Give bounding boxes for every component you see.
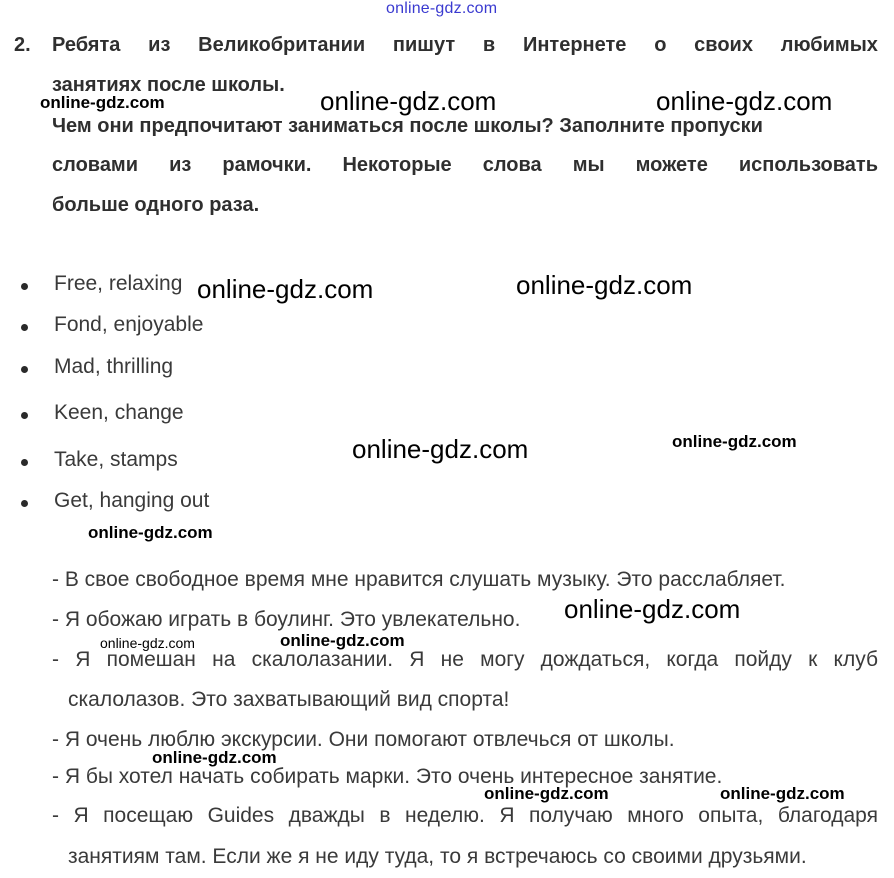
answer-3-line-1 (52, 648, 878, 672)
answer-word: Я (409, 648, 425, 671)
answer-word: дважды (288, 804, 365, 827)
watermark: online-gdz.com (100, 635, 195, 651)
bullet-icon (21, 412, 28, 419)
task-line-1 (52, 34, 878, 57)
answer-word: неделю. (404, 804, 485, 827)
task-word: в (482, 34, 496, 56)
answer-4: - Я очень люблю экскурсии. Они помогают отвлечься от школы. (52, 728, 675, 751)
answer-word: пойду (734, 648, 792, 671)
answer-5: - Я бы хотел начать собирать марки. Это очень интересное занятие. (52, 765, 723, 788)
answer-word: на (212, 648, 236, 671)
watermark: online-gdz.com (564, 594, 741, 624)
watermark: online-gdz.com (672, 432, 797, 451)
watermark: online-gdz.com (516, 270, 693, 300)
watermark: online-gdz.com (88, 523, 213, 542)
task-word: Некоторые (342, 154, 452, 176)
answer-6-line-2: занятиям там. Если же я не иду туда, то я встречаюсь со своими друзьями. (68, 845, 807, 868)
watermark: online-gdz.com (197, 274, 374, 304)
answer-word: не (440, 648, 464, 671)
bullet-icon (21, 459, 28, 466)
answer-word: Я (499, 804, 515, 827)
bullet-icon (21, 366, 28, 373)
answer-word: - (52, 804, 59, 827)
header-watermark: online-gdz.com (386, 0, 498, 17)
answer-word: когда (666, 648, 719, 671)
task-word: использовать (738, 154, 878, 176)
task-word: рамочки. (222, 154, 312, 176)
answer-word: клуб (833, 648, 878, 671)
bullet-icon (21, 500, 28, 507)
task-word: Ребята (52, 34, 121, 56)
task-line-4 (52, 154, 878, 177)
task-line-5: больше одного раза. (52, 194, 260, 216)
task-word: слова (482, 154, 542, 176)
answer-word: много (627, 804, 684, 827)
task-line-2: занятиях после школы. (52, 74, 285, 96)
answer-6-line-1 (52, 804, 878, 828)
task-word: Интернете (522, 34, 627, 56)
task-word: словами (52, 154, 139, 176)
task-word: любимых (780, 34, 878, 56)
watermark: online-gdz.com (656, 86, 833, 116)
answer-word: Guides (207, 804, 275, 827)
answer-3-line-2: скалолазов. Это захватывающий вид спорта! (68, 688, 510, 711)
watermark: online-gdz.com (484, 784, 609, 803)
watermark: online-gdz.com (280, 631, 405, 650)
task-word: можете (635, 154, 708, 176)
answer-word: опыта, (698, 804, 764, 827)
task-word: Великобритании (198, 34, 366, 56)
task-line-3: Чем они предпочитают заниматься после школы? Заполните пропуски (52, 115, 763, 137)
answer-1: - В свое свободное время мне нравится слушать музыку. Это расслабляет. (52, 568, 786, 591)
answer-word: Я (73, 804, 89, 827)
answer-word: благодаря (777, 804, 878, 827)
watermark: online-gdz.com (720, 784, 845, 803)
document-page: online-gdz.com 2. Ребята из Великобритании пишут в Интернете о своих любимых занятиях после школы. Чем они предпочитают заниматься после школы? Заполните пропуски словами из рамочки. Некоторые слова мы можете использовать больше одного раза. Free, relaxing Fond, enjoyable Mad, thrilling Keen, change Take, stamps Get, hanging out - В свое свободное время мне нравится слушать музыку. Это расслабляет. - Я обожаю играть в боулинг. Это увлекательно. - Я помешан на скалолазании. Я не могу дождаться, когда пойду к клуб скалолазов. Это захватывающий вид спорта! - Я очень люблю экскурсии. Они помогают отвлечься от школы. - Я бы хотел начать собирать марки. Это очень интересное занятие. - Я посещаю Guides дважды в неделю. Я получаю много опыта, благодаря занятиям там. Если же я не иду туда, то я встречаюсь со своими друзьями. online-gdz.com online-gdz.com online-gdz.com online-gdz.com online-gdz.com online-gdz.com online-gdz.com online-gdz.com online-gdz.com online-gdz.com online-gdz.com online-gdz.com online-gdz.com online-gdz.com (14, 0, 878, 868)
task-word: пишут (392, 34, 456, 56)
task-word: из (148, 34, 171, 56)
task-number: 2. (14, 34, 31, 56)
answer-word: - (52, 648, 59, 671)
answer-2: - Я обожаю играть в боулинг. Это увлекательно. (52, 608, 521, 631)
answer-word: скалолазании. (251, 648, 394, 671)
bullet-icon (21, 283, 28, 290)
task-word: своих (694, 34, 753, 56)
task-word: из (169, 154, 192, 176)
answer-word: посещаю (103, 804, 194, 827)
watermark: online-gdz.com (320, 86, 497, 116)
bullet-icon (21, 324, 28, 331)
answer-word: получаю (529, 804, 613, 827)
answer-word: помешан (106, 648, 196, 671)
watermark: online-gdz.com (40, 93, 165, 112)
task-word: о (654, 34, 667, 56)
answer-word: в (379, 804, 391, 827)
answer-word: Я (75, 648, 91, 671)
watermark: online-gdz.com (152, 748, 277, 767)
answer-word: могу (480, 648, 525, 671)
answer-word: к (808, 648, 818, 671)
watermark: online-gdz.com (352, 434, 529, 464)
task-word: мы (572, 154, 605, 176)
answer-word: дождаться, (540, 648, 651, 671)
